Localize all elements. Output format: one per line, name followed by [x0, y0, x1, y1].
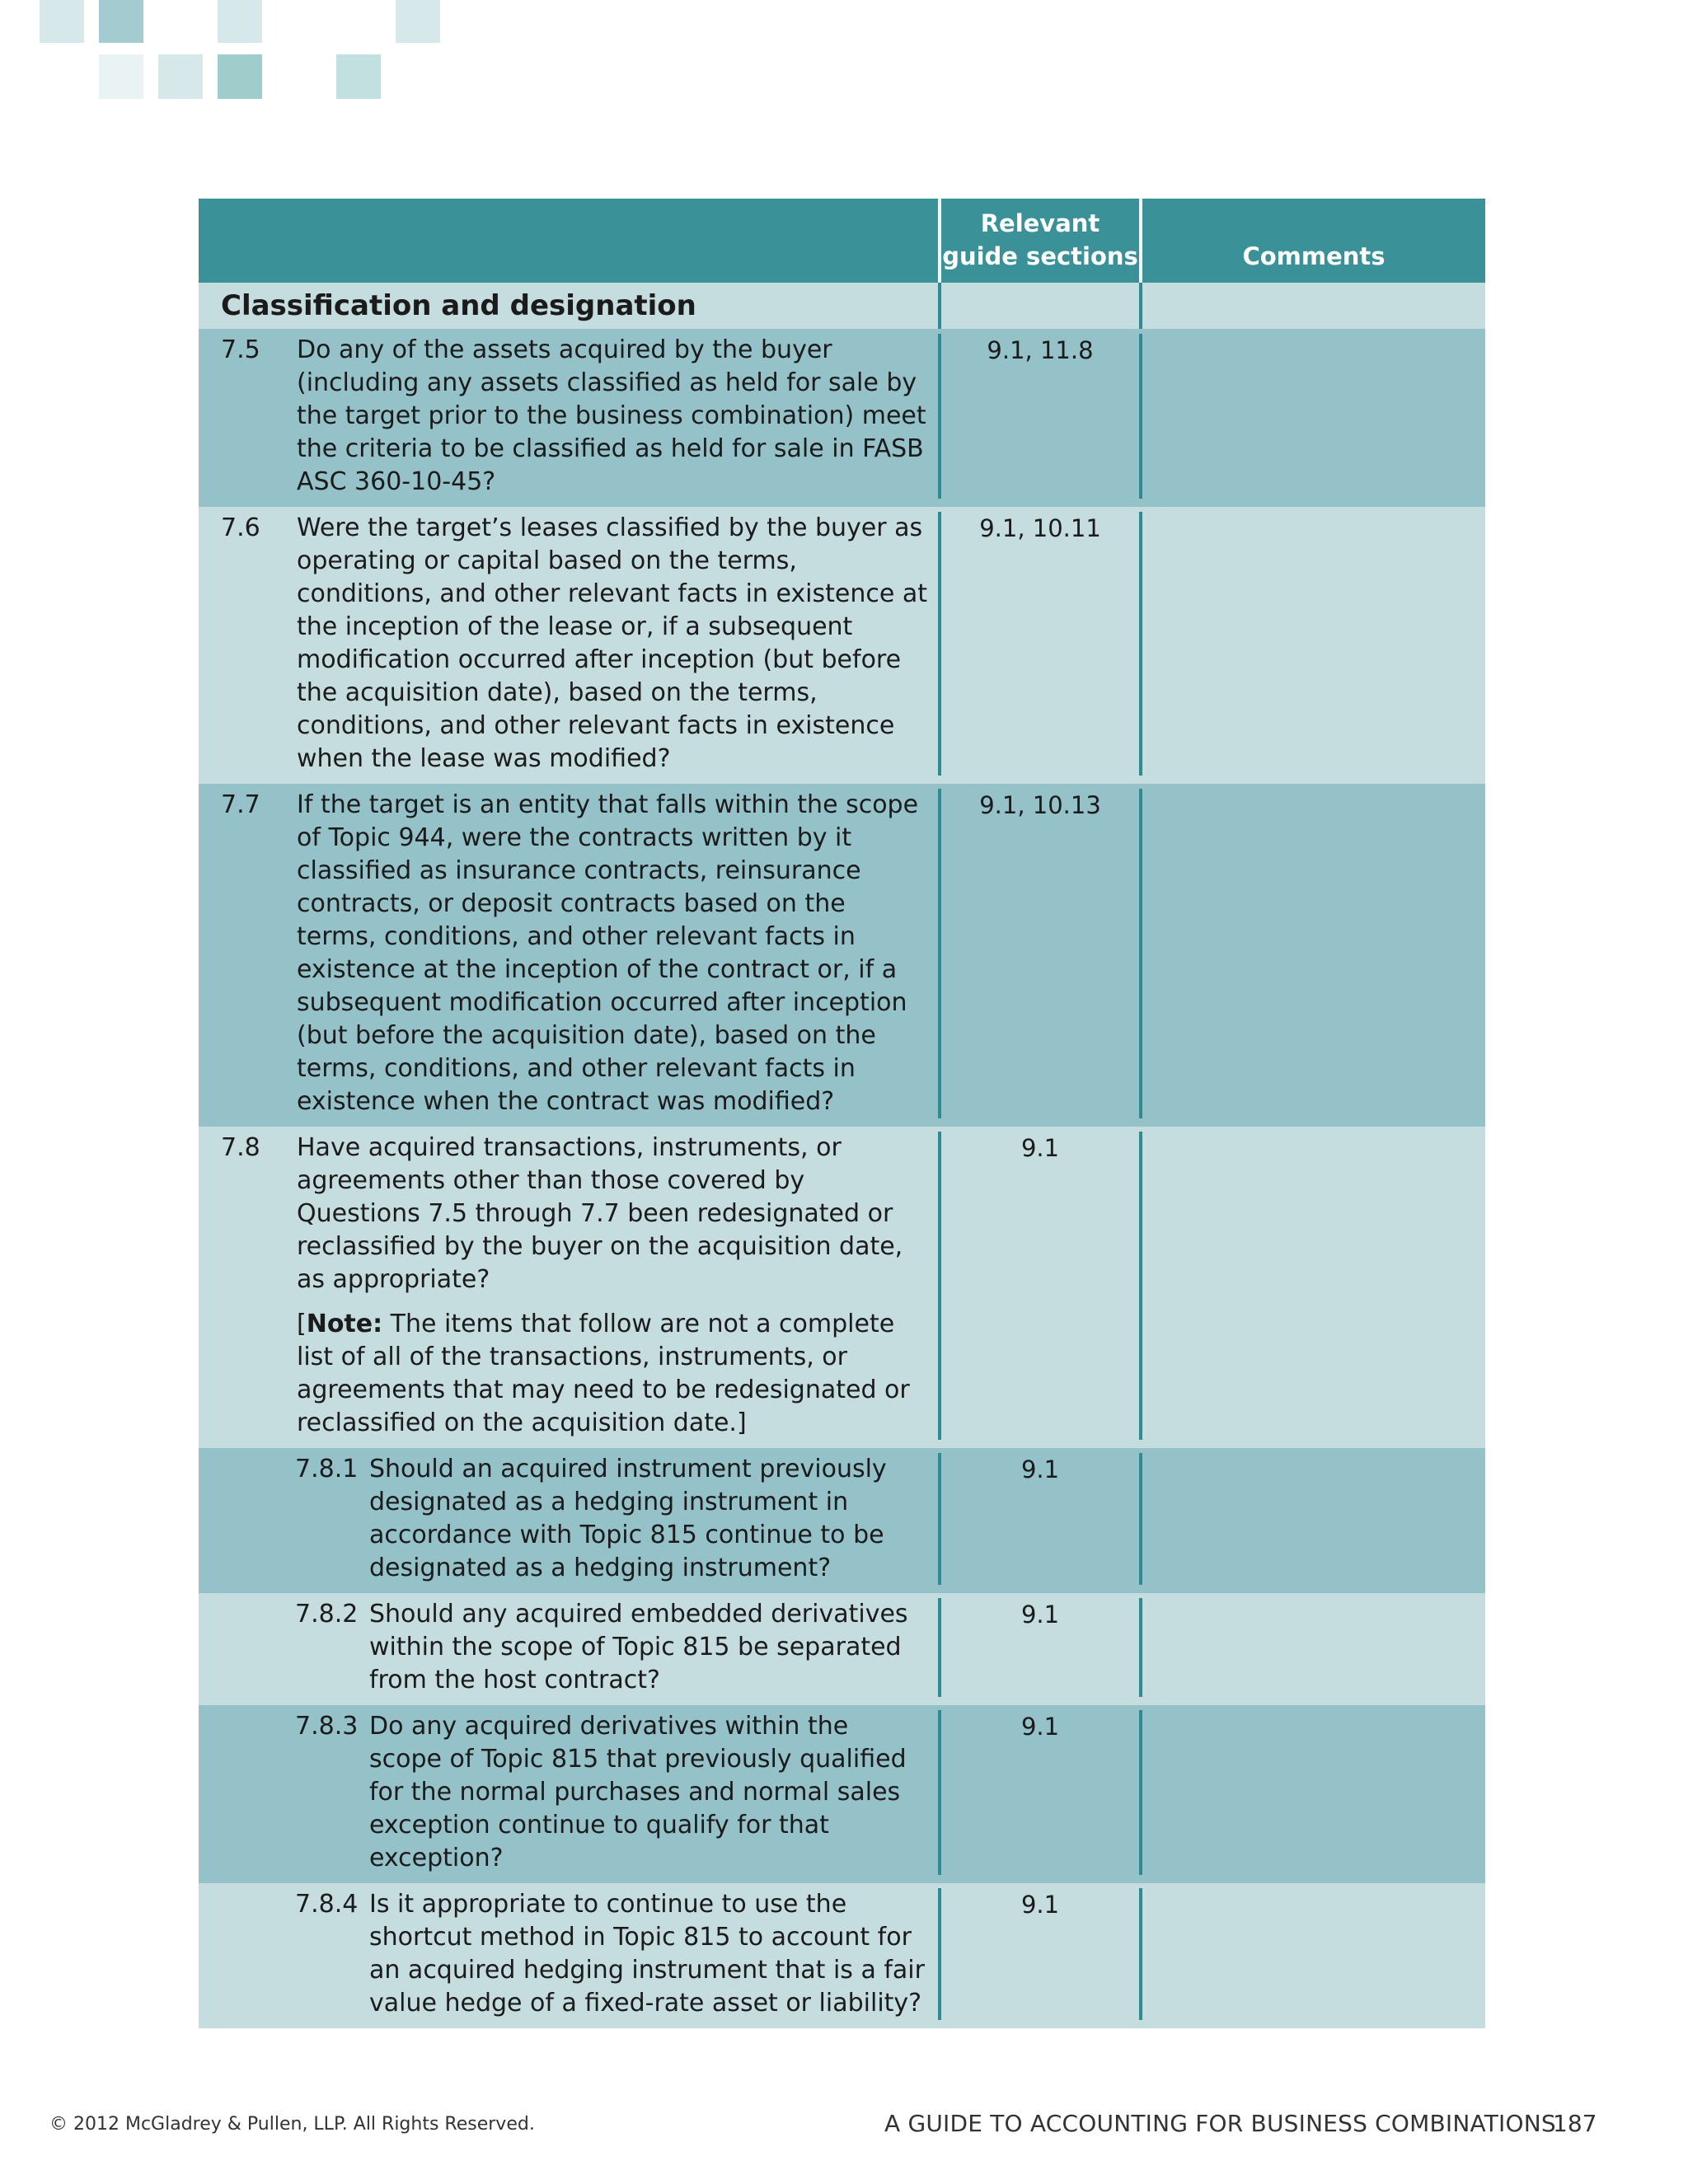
note-paragraph	[297, 1308, 928, 1440]
comments-cell	[1142, 1888, 1485, 2020]
table-header	[199, 199, 1485, 283]
checklist-table	[199, 199, 1485, 2028]
table-row	[199, 1127, 1485, 1448]
copyright-notice: © 2012 McGladrey & Pullen, LLP. All Rights Reserved.	[49, 2114, 535, 2135]
guide-sections: 9.1	[938, 1598, 1142, 1697]
empty-cell	[938, 283, 1142, 329]
question-cell	[199, 1888, 938, 2020]
question-text: Is it appropriate to continue to use the shortcut method in Topic 815 to account for an acquired hedging instrument that is a fair value hedge of a fixed-rate asset or liability?	[369, 1890, 925, 2018]
header-label: Relevant	[980, 209, 1100, 237]
guide-sections: 9.1, 10.11	[938, 512, 1142, 776]
table-row	[199, 1705, 1485, 1883]
question-number: 7.8.4	[295, 1890, 359, 1919]
decorative-square	[40, 0, 84, 43]
page-number: 187	[1553, 2110, 1597, 2137]
question-text: Should an acquired instrument previously designated as a hedging instrument in accordance with Topic 815 continue to be designated as a hedging instrument?	[369, 1455, 887, 1582]
question-number: 7.8	[221, 1133, 260, 1162]
question-text: Were the target’s leases classified by the buyer as operating or capital based on the terms, conditions, and other relevant facts in existence at the inception of the lease or, if a subsequent modification occurred after inception (but before the acquisition date), based on the terms, conditions, and other relevant facts in existence when the lease was modified?	[297, 513, 927, 773]
question-text: Have acquired transactions, instruments, or agreements other than those covered by Questions 7.5 through 7.7 been redesignated or reclassified by the buyer on the acquisition date, as appropriate?	[297, 1133, 903, 1294]
decorative-square	[99, 54, 143, 99]
question-cell	[199, 1598, 938, 1697]
table-row	[199, 784, 1485, 1127]
comments-cell	[1142, 1453, 1485, 1585]
question-text: Should any acquired embedded derivatives within the scope of Topic 815 be separated from the host contract?	[369, 1600, 908, 1694]
section-row	[199, 283, 1485, 329]
comments-cell	[1142, 1710, 1485, 1875]
question-column-header	[199, 199, 938, 283]
comments-header: Comments	[1242, 242, 1386, 270]
comments-cell	[1142, 1132, 1485, 1440]
guide-sections: 9.1, 11.8	[938, 334, 1142, 499]
header-label: guide sections	[942, 242, 1138, 270]
decorative-square	[336, 54, 381, 99]
relevant-guide-sections-header	[938, 199, 1142, 283]
decorative-square	[158, 54, 203, 99]
comments-cell	[1142, 789, 1485, 1118]
decorative-squares	[0, 0, 462, 107]
note-label: Note:	[306, 1310, 383, 1338]
decorative-square	[99, 0, 143, 43]
table-row	[199, 507, 1485, 784]
running-title: A GUIDE TO ACCOUNTING FOR BUSINESS COMBINATIONS	[884, 2110, 1556, 2137]
question-cell	[199, 1132, 938, 1440]
question-number: 7.7	[221, 790, 260, 819]
question-cell	[199, 1710, 938, 1875]
question-number: 7.8.3	[295, 1712, 359, 1741]
comments-cell	[1142, 512, 1485, 776]
table-row	[199, 1883, 1485, 2028]
question-number: 7.5	[221, 335, 260, 364]
question-number: 7.6	[221, 513, 260, 542]
question-number: 7.8.1	[295, 1455, 359, 1483]
table-row	[199, 1593, 1485, 1705]
comments-cell	[1142, 334, 1485, 499]
decorative-square	[218, 0, 262, 43]
guide-sections: 9.1	[938, 1453, 1142, 1585]
question-cell	[199, 334, 938, 499]
question-text: If the target is an entity that falls within the scope of Topic 944, were the contracts written by it classified as insurance contracts, reinsurance contracts, or deposit contracts based on the terms, conditions, and other relevant facts in existence at the inception of the contract or, if a subsequent modification occurred after inception (but before the acquisition date), based on the terms, conditions, and other relevant facts in existence when the contract was modified?	[297, 790, 919, 1116]
question-text: Do any of the assets acquired by the buyer (including any assets classified as held for sale by the target prior to the business combination) meet the criteria to be classified as held for sale in FASB ASC 360-10-45?	[297, 335, 926, 496]
empty-cell	[1142, 283, 1485, 329]
table-row	[199, 329, 1485, 507]
note-bracket: [	[297, 1310, 307, 1338]
question-cell	[199, 1453, 938, 1585]
section-title: Classification and designation	[221, 289, 696, 322]
question-text: Do any acquired derivatives within the scope of Topic 815 that previously qualified for the normal purchases and normal sales exception continue to qualify for that exception?	[369, 1712, 907, 1872]
guide-sections: 9.1, 10.13	[938, 789, 1142, 1118]
question-number: 7.8.2	[295, 1600, 359, 1629]
guide-sections: 9.1	[938, 1888, 1142, 2020]
note-text: The items that follow are not a complete list of all of the transactions, instruments, or agreements that may need to be redesignated or reclassified on the acquisition date.]	[297, 1310, 910, 1437]
question-cell	[199, 789, 938, 1118]
guide-sections: 9.1	[938, 1132, 1142, 1440]
decorative-square	[218, 54, 262, 99]
guide-sections: 9.1	[938, 1710, 1142, 1875]
question-cell	[199, 512, 938, 776]
decorative-square	[396, 0, 440, 43]
comments-cell	[1142, 1598, 1485, 1697]
table-row	[199, 1448, 1485, 1593]
